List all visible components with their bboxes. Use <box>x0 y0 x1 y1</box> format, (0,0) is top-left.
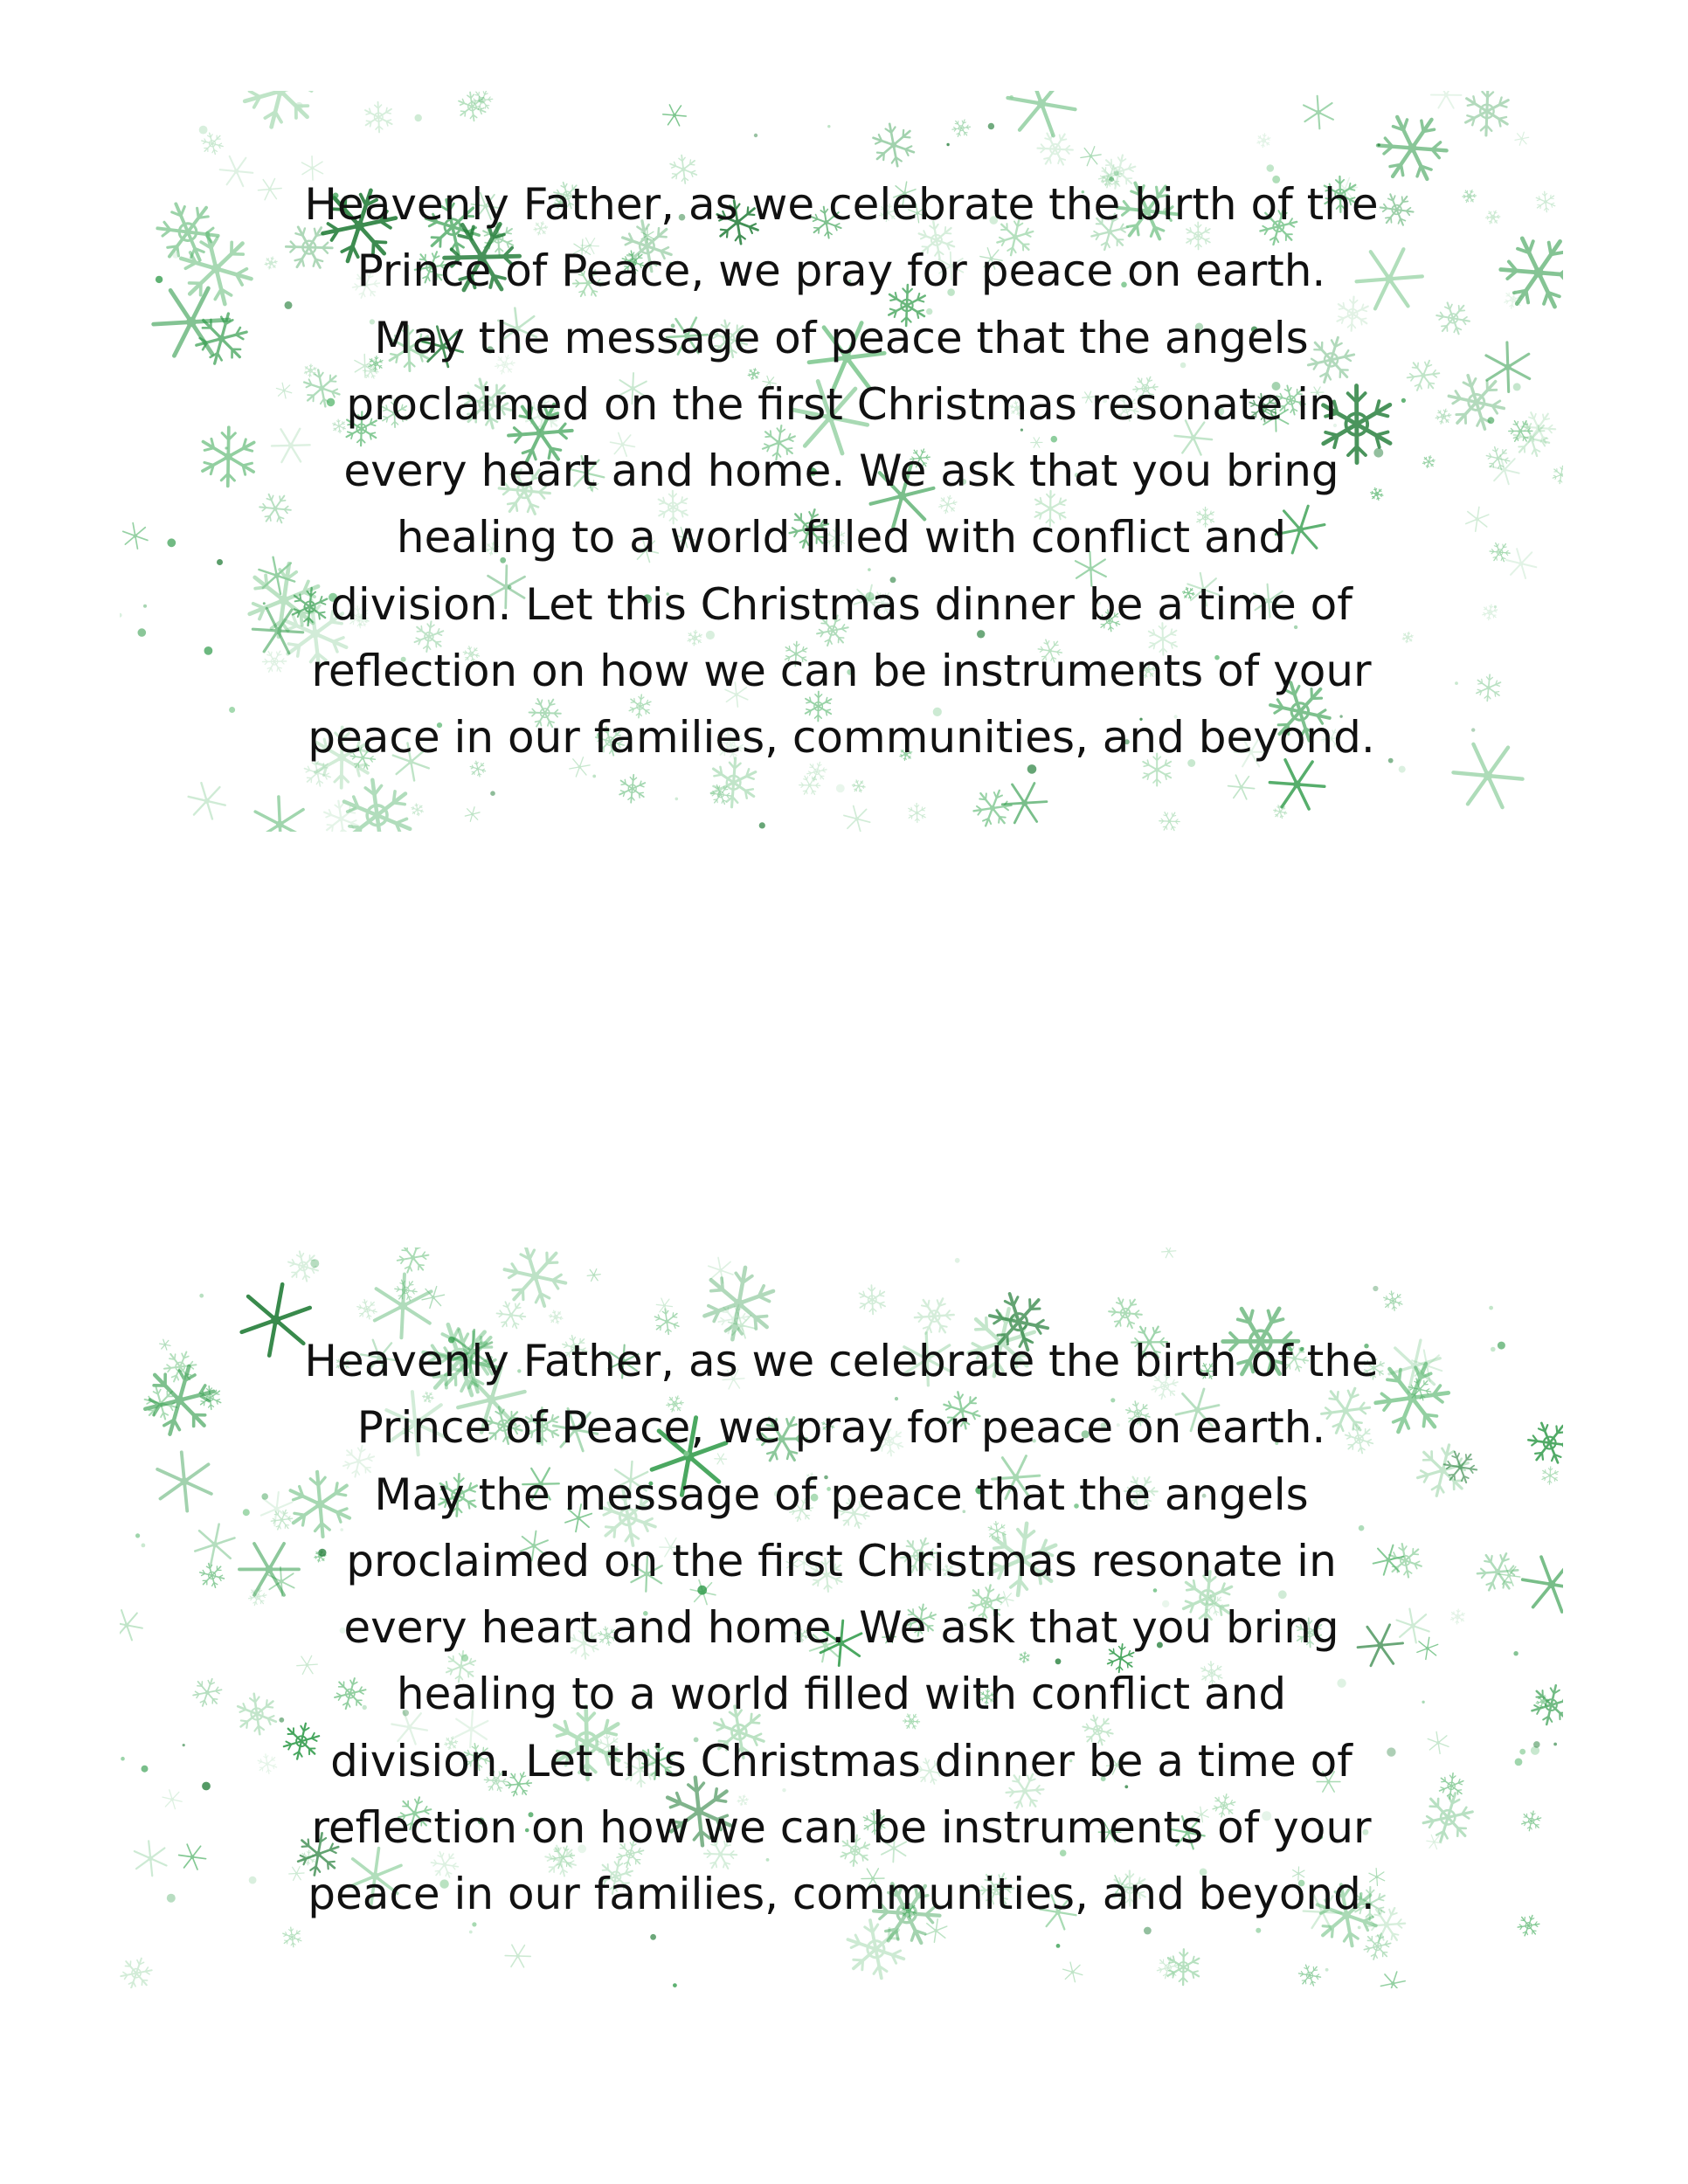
snowflake-icon <box>1433 406 1453 427</box>
snow-dot <box>1056 1944 1061 1948</box>
snowflake-icon <box>1484 208 1502 226</box>
snow-dot <box>592 775 596 778</box>
snow-dot <box>1519 1749 1525 1755</box>
snow-dot <box>143 605 147 608</box>
snowflake-icon <box>1061 1960 1085 1983</box>
snowflake-icon <box>199 132 225 156</box>
snowflake-icon <box>1498 237 1563 308</box>
prayer-card-bottom <box>120 1248 1563 1988</box>
prayer-card-top <box>120 91 1563 832</box>
snow-dot <box>138 628 147 637</box>
snowflake-icon <box>1539 1464 1562 1487</box>
snow-dot <box>650 1934 656 1940</box>
snow-dot <box>1144 1927 1152 1935</box>
snow-dot <box>490 791 495 796</box>
snowflake-icon <box>548 1310 564 1324</box>
snow-dot <box>469 1931 473 1934</box>
snow-dot <box>1491 1347 1496 1352</box>
snowflake-icon <box>1380 1289 1405 1312</box>
snowflake-icon <box>1487 453 1523 486</box>
snow-dot <box>1373 1286 1378 1291</box>
snow-dot <box>156 276 163 283</box>
snow-dot <box>946 143 949 146</box>
snowflake-icon <box>1480 602 1501 622</box>
snowflake-icon <box>232 91 329 140</box>
snow-dot <box>172 252 179 259</box>
snowflake-icon <box>332 773 421 832</box>
snowflake-icon <box>120 1608 145 1641</box>
snowflake-icon <box>1255 131 1273 149</box>
snowflake-icon <box>799 776 820 794</box>
snow-dot <box>167 538 176 547</box>
snow-dot <box>1378 143 1380 146</box>
snowflake-icon <box>1159 1248 1178 1261</box>
snowflake-icon <box>1297 1964 1323 1987</box>
snow-dot <box>1513 383 1521 390</box>
snow-dot <box>1471 728 1475 731</box>
snowflake-icon <box>1518 1807 1544 1834</box>
snowflake-icon <box>454 91 490 123</box>
snowflake-icon <box>120 1952 157 1988</box>
snowflake-icon <box>1471 1545 1523 1599</box>
snowflake-icon <box>187 1517 242 1572</box>
snowflake-icon <box>1272 805 1288 819</box>
snowflake-icon <box>614 771 651 806</box>
snowflake-icon <box>1512 129 1531 148</box>
snow-dot <box>1256 1928 1261 1933</box>
snowflake-icon <box>147 1446 222 1517</box>
snow-dot <box>183 1744 185 1746</box>
snowflake-icon <box>462 805 482 825</box>
snowflake-icon <box>1519 1554 1563 1614</box>
snowflake-icon <box>1443 372 1509 432</box>
snowflake-icon <box>196 1384 225 1412</box>
snow-dot <box>310 1259 319 1268</box>
snow-dot <box>675 798 679 801</box>
snowflake-icon <box>968 783 1018 832</box>
snowflake-icon <box>1434 301 1471 335</box>
snowflake-icon <box>867 121 920 170</box>
snowflake-icon <box>161 1788 184 1809</box>
snowflake-icon <box>1077 142 1104 169</box>
snow-dot <box>1513 1651 1518 1655</box>
snowflake-icon <box>1108 1297 1144 1329</box>
snowflake-icon <box>392 1248 433 1279</box>
snow-dot <box>988 123 994 129</box>
snowflake-icon <box>280 1925 305 1949</box>
snowflake-icon <box>655 1297 673 1313</box>
snow-dot <box>142 1544 146 1548</box>
snow-dot <box>202 1782 211 1791</box>
snow-dot <box>199 126 208 135</box>
snowflake-icon <box>128 1837 173 1879</box>
snowflake-icon <box>244 791 315 832</box>
snow-dot <box>121 1757 125 1761</box>
snowflake-icon <box>1359 1928 1395 1964</box>
snowflake-icon <box>1450 743 1525 809</box>
snowflake-icon <box>950 116 973 140</box>
snowflake-icon <box>1377 1967 1409 1988</box>
snow-dot <box>415 114 422 121</box>
snow-dot <box>295 102 303 110</box>
snowflake-icon <box>1503 547 1539 580</box>
snowflake-icon <box>1461 503 1493 536</box>
snowflake-icon <box>495 1301 527 1329</box>
snow-dot <box>827 125 830 128</box>
snowflake-icon <box>1525 1421 1563 1464</box>
snowflake-icon <box>1431 91 1462 108</box>
snow-dot <box>199 1294 204 1298</box>
snowflake-icon <box>197 1562 227 1589</box>
snowflake-icon <box>1456 91 1519 142</box>
snow-dot <box>243 1509 250 1516</box>
snowflake-icon <box>359 99 398 136</box>
snowflake-icon <box>218 156 254 187</box>
snowflake-icon <box>585 1266 603 1283</box>
snow-dot <box>225 446 227 449</box>
snow-dot <box>142 1766 149 1773</box>
snowflake-icon <box>852 779 866 792</box>
snowflake-icon <box>1514 1911 1543 1940</box>
snowflake-icon <box>1297 93 1339 133</box>
snow-dot <box>217 559 223 565</box>
snowflake-icon <box>1532 190 1559 214</box>
snowflake-icon <box>189 1674 226 1712</box>
snow-dot <box>1553 1743 1557 1746</box>
snowflake-icon <box>410 803 425 817</box>
snow-dot <box>1533 1741 1540 1748</box>
snow-dot <box>229 707 235 713</box>
snowflake-icon <box>1525 1678 1563 1731</box>
snowflake-icon <box>184 781 229 821</box>
snow-dot <box>759 822 765 828</box>
snow-dot <box>836 784 845 793</box>
snow-dot <box>120 613 122 618</box>
snow-dot <box>1455 681 1458 685</box>
snowflake-icon <box>904 801 929 825</box>
snowflake-icon <box>1003 91 1081 139</box>
snow-dot <box>1515 1759 1523 1766</box>
snowflake-icon <box>1424 1730 1452 1756</box>
snow-dot <box>204 646 213 655</box>
snowflake-icon <box>499 1248 571 1310</box>
snowflake-icon <box>187 304 255 372</box>
prayer-text: Heavenly Father, as we celebrate the birth of the Prince of Peace, we pray for peace on earth. May the message of peace that the angels proclaimed on the first Christmas resonate in every heart and home. We ask that you bring healing to a world filled with conflict and division. Let this Christmas dinner be a time of reflection on how we can be instruments of your peace in our families, communities, and beyond. <box>304 1336 1379 1920</box>
snow-dot <box>1010 95 1013 99</box>
snowflake-icon <box>854 1282 891 1317</box>
snow-dot <box>135 1533 140 1538</box>
snowflake-icon <box>662 104 687 126</box>
snow-dot <box>955 1258 960 1263</box>
snowflake-icon <box>177 1843 208 1870</box>
snow-dot <box>754 134 758 137</box>
snowflake-icon <box>505 1945 531 1967</box>
prayer-text: Heavenly Father, as we celebrate the birth of the Prince of Peace, we pray for peace on earth. May the message of peace that the angels proclaimed on the first Christmas resonate in every heart and home. We ask that you bring healing to a world filled with conflict and division. Let this Christmas dinner be a time of reflection on how we can be instruments of your peace in our families, communities, and beyond. <box>304 179 1379 764</box>
snowflake-icon <box>1549 463 1563 487</box>
snowflake-icon <box>841 805 874 832</box>
snow-dot <box>1488 417 1495 424</box>
snowflake-icon <box>1435 1769 1469 1802</box>
snowflake-icon <box>1448 1607 1468 1626</box>
snowflake-icon <box>1227 775 1256 800</box>
snowflake-icon <box>120 521 151 551</box>
snowflake-icon <box>1037 133 1074 165</box>
snowflake-icon <box>1471 671 1506 705</box>
snow-dot <box>1498 1342 1505 1350</box>
snow-dot <box>673 1983 677 1987</box>
snowflake-icon <box>355 1298 379 1320</box>
snowflake-icon <box>159 1339 171 1351</box>
snowflake-icon <box>1505 416 1535 446</box>
snow-dot <box>167 1894 176 1903</box>
snowflake-icon <box>1489 543 1511 562</box>
snow-dot <box>1489 1306 1493 1310</box>
snowflake-icon <box>1159 812 1180 830</box>
snow-dot <box>1325 1968 1329 1972</box>
snowflake-icon <box>1476 336 1539 397</box>
snowflake-icon <box>1461 187 1478 204</box>
snow-dot <box>1494 605 1497 608</box>
